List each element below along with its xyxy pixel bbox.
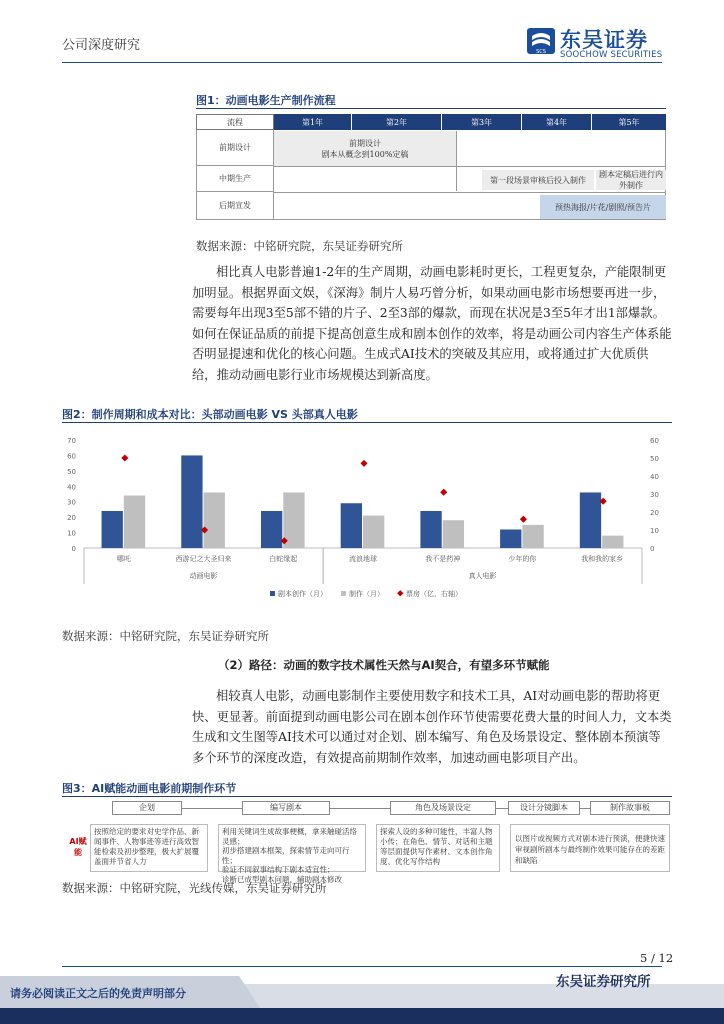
y-left-tick-label: 40: [67, 483, 76, 492]
x-tick-label: 少年的你: [508, 555, 537, 563]
bar-production: [602, 536, 623, 548]
stage-script-writing: 编写剧本: [242, 801, 330, 815]
ai-side-label: AI赋能: [69, 837, 87, 857]
footer-divider: [62, 966, 662, 967]
stage-storyboard-script: 设计分镜脚本: [508, 801, 580, 815]
figure1-title: 图1：动画电影生产制作流程: [196, 94, 336, 107]
legend-label: 票房（亿，右轴）: [406, 590, 462, 598]
logo-english-name: SOOCHOW SECURITIES: [560, 50, 663, 60]
box-office-marker: [440, 489, 447, 496]
storyboard-ai-box: 以图片或视频方式对剧本进行预演，便捷快速审视剧所剧本与最终制作效果可能存在的差距和缺陷: [510, 824, 670, 872]
y-left-tick-label: 10: [67, 529, 76, 538]
y-right-tick-label: 60: [650, 437, 659, 445]
y-right-tick-label: 50: [650, 455, 659, 463]
row-label-mid: 中期生产: [196, 166, 274, 192]
footer-institute: 东吴证券研究所: [556, 974, 651, 990]
y-right-tick-label: 30: [650, 491, 659, 499]
header-title: 公司深度研究: [62, 38, 141, 53]
body-paragraph-2: 相较真人电影，动画电影制作主要使用数字和技术工具，AI对动画电影的帮助将更快、更显著。前面提到动画电影公司在剧本创作环节使需要花费大量的时间人力，文本类生成和文生图等AI技术可以通过对企划、剧本编写、角色及场景设定、整体剧本预演等多个环节的深度改造，有效提高前期制作效率，加速动画电影项目产出。: [192, 689, 672, 765]
post-promo-bar: 预热海报/片花/剧照/预告片: [540, 195, 666, 219]
character-scene-ai-box: 探索人设的多种可能性，丰富人物小传；在角色、情节、对话和主题等层面提供写作素材、文本创作角度、优化写作结构: [376, 824, 500, 872]
brand-logo: [526, 22, 676, 64]
x-group-label: 真人电影: [468, 572, 497, 580]
y-right-tick-label: 0: [650, 545, 655, 553]
planning-ai-box: 按照给定的要求对史学作品、新闻事件、人物事迹等进行高效智能检索及初步整理，极大扩展覆盖面并节省人力: [90, 824, 208, 872]
figure1-source: 数据来源：中铭研究院，东吴证券研究所: [196, 239, 403, 253]
x-tick-label: 我不是药神: [425, 555, 461, 563]
figure3-source: 数据来源：中铭研究院，光线传媒，东吴证券研究所: [62, 881, 327, 895]
svg-text:SCS: SCS: [536, 49, 546, 55]
box-office-marker: [520, 516, 527, 523]
bar-script: [181, 455, 202, 548]
row-label-pre: 前期设计: [196, 130, 274, 166]
y-left-tick-label: 30: [67, 498, 76, 507]
bar-script: [500, 529, 521, 548]
box-office-marker: [121, 454, 128, 461]
disclaimer-note: 请务必阅读正文之后的免责声明部分: [10, 987, 186, 1000]
legend-swatch: [341, 591, 346, 596]
y-left-tick-label: 20: [67, 514, 76, 523]
y-right-tick-label: 20: [650, 509, 659, 517]
y-right-tick-label: 40: [650, 473, 659, 481]
figure1-rule: [196, 108, 666, 109]
y-left-tick-label: 50: [67, 467, 76, 476]
bar-production: [204, 492, 225, 548]
bar-production: [124, 496, 145, 548]
x-group-label: 动画电影: [189, 572, 218, 580]
legend-swatch: [397, 590, 403, 596]
figure3-title: 图3：AI赋能动画电影前期制作环节: [62, 782, 237, 795]
bar-script: [341, 503, 362, 548]
production-cost-chart: [62, 430, 672, 620]
bar-script: [102, 511, 123, 548]
figure2-source: 数据来源：中铭研究院，东吴证券研究所: [62, 629, 269, 643]
section-heading: （2）路径：动画的数字技术属性天然与AI契合，有望多环节赋能: [218, 658, 550, 672]
figure2-title: 图2：制作周期和成本对比：头部动画电影 VS 头部真人电影: [62, 408, 358, 421]
y-left-tick-label: 70: [67, 437, 76, 445]
script-ai-box: 利用关键词生成故事梗概，拿来触碰活络灵感； 初步搭建剧本框架，探索情节走向可行性； 验证不同叙事结构下剧本适宜性； 诊断已成型剧本问题，辅助剧本修改: [218, 824, 366, 872]
table-header-year1: 第1年: [274, 114, 352, 130]
bar-script: [580, 492, 601, 548]
table-header-year4: 第4年: [522, 114, 592, 130]
body-paragraph-1: 相比真人电影普遍1-2年的生产周期，动画电影耗时更长，工程更复杂，产能限制更加明显。根据界面文娱，《深海》制片人易巧曾分析，如果动画电影市场想要再进一步，需要每年出现3至5部不错的片子、2至3部的爆款，而现在状况是3至5年才出1部爆款。如何在保证品质的前提下提高创意生成和剧本创作的效率，将是动画公司内容生产体系能否明显提速和优化的核心问题。生成式AI技术的突破及其应用，或将通过扩大优质供给，推动动画电影行业市场规模达到新高度。: [192, 265, 672, 382]
box-office-marker: [360, 460, 367, 467]
table-header-year5: 第5年: [592, 114, 666, 130]
legend-label: 制作（月）: [349, 590, 384, 598]
y-left-tick-label: 60: [67, 452, 76, 461]
x-tick-label: 流浪地球: [349, 555, 377, 563]
pre-design-bar: 前期设计 剧本从概念到100%定稿: [274, 131, 456, 166]
mid-production-bar-a: 第一段场景审核后投入制作: [482, 170, 594, 190]
x-tick-label: 哪吒: [116, 555, 131, 563]
stage-character-scene: 角色及场景设定: [390, 801, 496, 815]
x-tick-label: 白蛇缘起: [269, 555, 298, 563]
table-header-process: 流程: [196, 114, 274, 130]
footer-bar: [0, 1008, 724, 1024]
production-flow-table: [196, 114, 666, 220]
mid-production-bar-b: 剧本定稿后进行内外制作: [596, 170, 666, 190]
bar-production: [443, 520, 464, 548]
legend-label: 剧本创作（月）: [278, 590, 327, 598]
stage-storyboard-making: 制作故事板: [590, 801, 670, 815]
logo-mark-icon: [526, 26, 556, 56]
y-right-tick-label: 10: [650, 527, 659, 535]
figure3-rule: [62, 796, 672, 797]
figure2-rule: [62, 422, 672, 423]
x-tick-label: 我和我的家乡: [581, 555, 624, 563]
legend-swatch: [270, 591, 275, 596]
bar-production: [522, 525, 543, 548]
row-label-post: 后期宣发: [196, 192, 274, 220]
header-divider: [62, 62, 662, 63]
table-header-year2: 第2年: [352, 114, 442, 130]
logo-chinese-name: 东吴证券: [560, 28, 648, 52]
x-tick-label: 西游记之大圣归来: [175, 555, 232, 563]
bar-script: [261, 511, 282, 548]
stage-planning: 企划: [112, 801, 182, 815]
y-left-tick-label: 0: [71, 545, 76, 553]
page-number: 5 / 12: [640, 951, 674, 965]
table-header-year3: 第3年: [442, 114, 522, 130]
ai-empowerment-diagram: [62, 800, 672, 884]
bar-production: [363, 516, 384, 548]
bar-script: [420, 511, 441, 548]
